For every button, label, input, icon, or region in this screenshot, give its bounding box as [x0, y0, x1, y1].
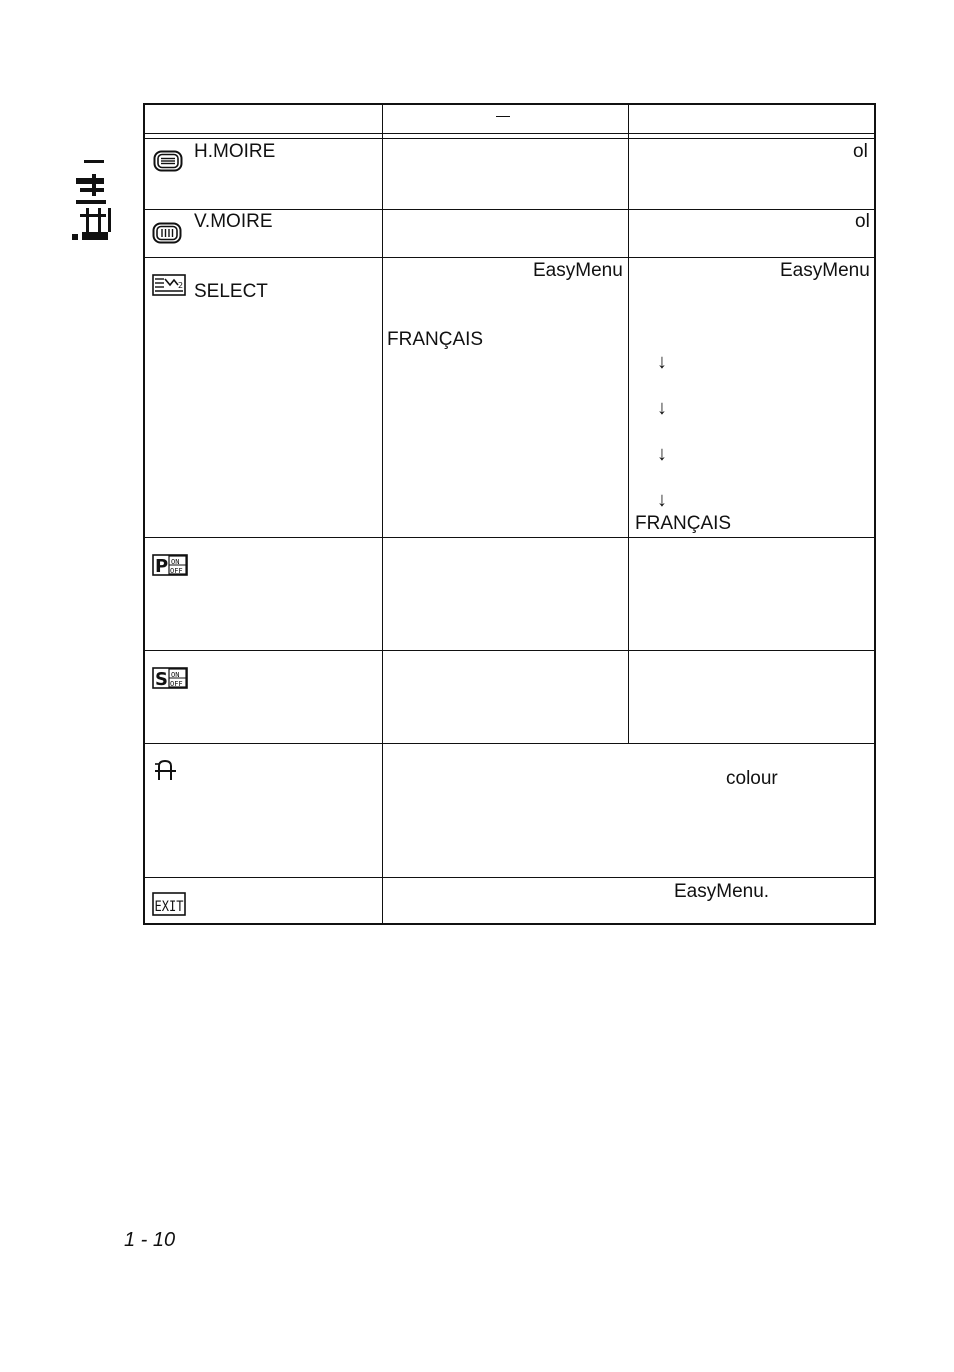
svg-text:OFF: OFF — [170, 680, 183, 688]
select-mid-easymenu: EasyMenu — [533, 260, 623, 281]
header-divider — [145, 133, 874, 134]
svg-text:P: P — [155, 556, 169, 576]
down-arrow-icon: ↓ — [657, 443, 667, 465]
down-arrow-icon: ↓ — [657, 489, 667, 511]
svg-text:OFF: OFF — [170, 567, 183, 575]
svg-text:2: 2 — [178, 281, 184, 290]
column-divider — [382, 105, 383, 923]
down-arrow-icon: ↓ — [657, 351, 667, 373]
exit-row-text: EasyMenu. — [674, 881, 770, 902]
s-indicator-icon — [152, 667, 188, 689]
row-divider — [145, 257, 874, 258]
svg-text:ON: ON — [171, 671, 180, 679]
row-divider — [145, 743, 874, 744]
power-indicator-icon — [152, 554, 188, 576]
select-right-easymenu: EasyMenu — [780, 260, 870, 281]
margin-scan-marks — [68, 160, 112, 245]
color-adjust-icon — [154, 758, 180, 782]
v-moire-right-text: ol — [855, 211, 870, 232]
column-divider — [628, 105, 629, 743]
svg-text:ON: ON — [171, 558, 180, 566]
row-divider — [145, 209, 874, 210]
h-moire-icon — [153, 150, 183, 172]
exit-icon — [152, 892, 186, 916]
row-divider — [145, 877, 874, 878]
select-right-language: FRANÇAIS — [635, 513, 732, 534]
v-moire-label: V.MOIRE — [194, 211, 273, 232]
svg-text:EXIT: EXIT — [154, 899, 184, 915]
select-label: SELECT — [194, 281, 268, 302]
h-moire-label: H.MOIRE — [194, 141, 276, 162]
header-dash — [496, 116, 510, 117]
page-number: 1 - 10 — [124, 1229, 176, 1251]
language-select-icon — [152, 274, 186, 296]
v-moire-icon — [152, 222, 182, 244]
header-divider-2 — [145, 138, 874, 139]
row-divider — [145, 537, 874, 538]
h-moire-right-text: ol — [853, 141, 868, 162]
down-arrow-icon: ↓ — [657, 397, 667, 419]
select-mid-language: FRANÇAIS — [387, 329, 484, 350]
row-divider — [145, 650, 874, 651]
color-row-text: colour — [726, 768, 778, 789]
svg-text:S: S — [155, 669, 168, 689]
